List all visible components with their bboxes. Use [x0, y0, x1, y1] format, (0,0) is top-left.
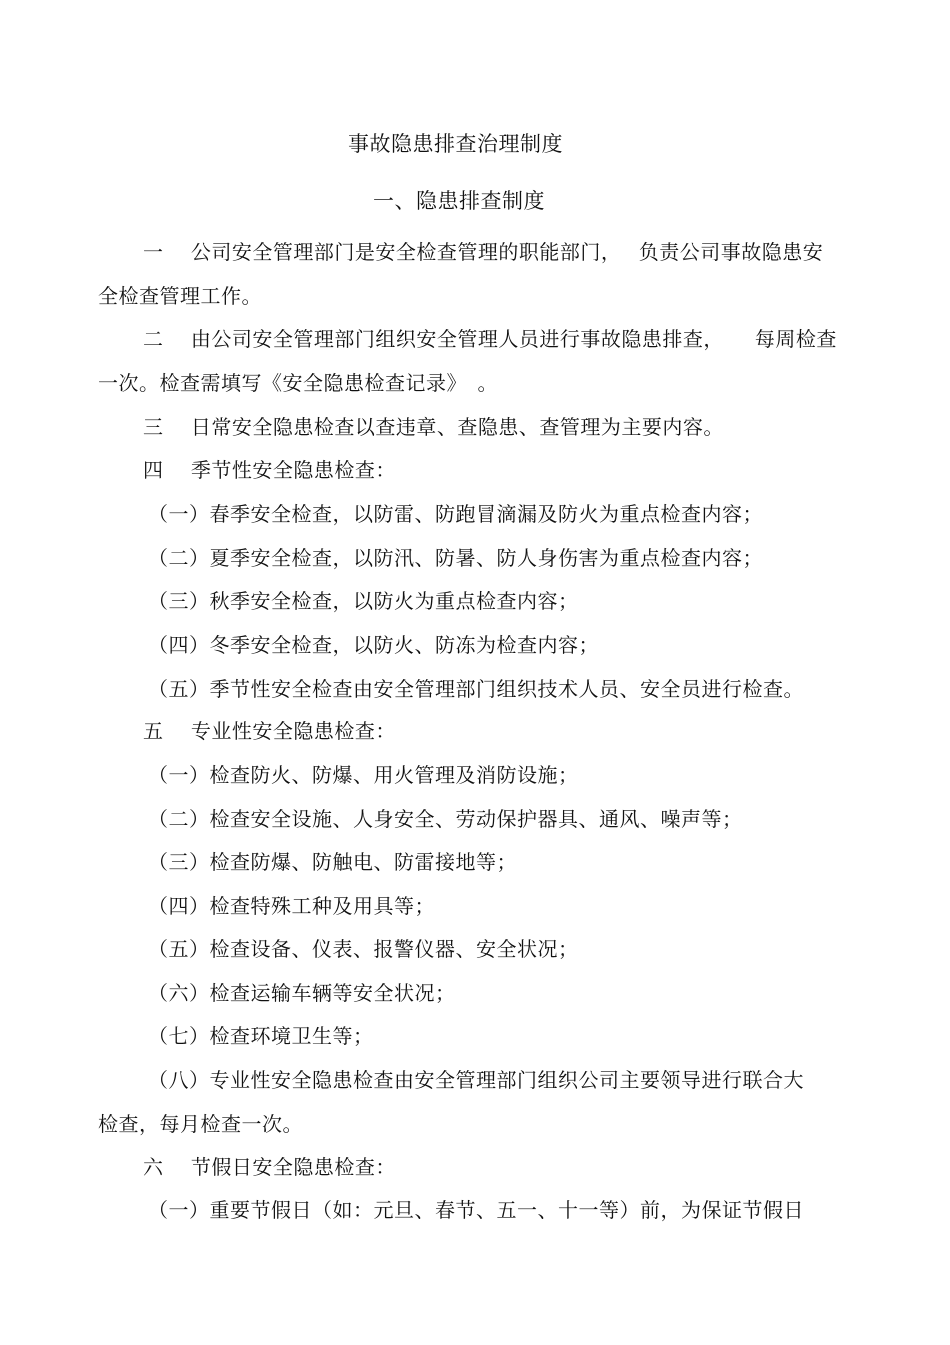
text-line: 全检查管理工作。	[98, 284, 262, 308]
text-line: 四 季节性安全隐患检查：	[143, 458, 396, 482]
text-line: 三 日常安全隐患检查以查违章、查隐患、查管理为主要内容。	[143, 415, 724, 439]
text-line: 五 专业性安全隐患检查：	[143, 719, 396, 743]
text-line: （八）专业性安全隐患检查由安全管理部门组织公司主要领导进行联合大	[148, 1068, 804, 1092]
text-line: （二）夏季安全检查，以防汛、防暑、防人身伤害为重点检查内容；	[148, 546, 763, 570]
text-line: （七）检查环境卫生等；	[148, 1024, 374, 1048]
document-title: 事故隐患排查治理制度	[348, 132, 563, 156]
text-line: （五）检查设备、仪表、报警仪器、安全状况；	[148, 937, 579, 961]
text-line: （四）检查特殊工种及用具等；	[148, 894, 435, 918]
text-line: （三）秋季安全检查，以防火为重点检查内容；	[148, 589, 579, 613]
section-heading: 一、隐患排查制度	[373, 189, 545, 213]
text-line: （一）春季安全检查，以防雷、防跑冒滴漏及防火为重点检查内容；	[148, 502, 763, 526]
text-line: （一）检查防火、防爆、用火管理及消防设施；	[148, 763, 579, 787]
text-line: （四）冬季安全检查，以防火、防冻为检查内容；	[148, 633, 599, 657]
text-line: 一 公司安全管理部门是安全检查管理的职能部门， 负责公司事故隐患安	[143, 240, 824, 264]
text-line: （二）检查安全设施、人身安全、劳动保护器具、通风、噪声等；	[148, 807, 743, 831]
text-line: 二 由公司安全管理部门组织安全管理人员进行事故隐患排查， 每周检查	[143, 327, 837, 351]
text-line: （一）重要节假日（如：元旦、春节、五一、十一等）前，为保证节假日	[148, 1198, 804, 1222]
text-line: 六 节假日安全隐患检查：	[143, 1155, 396, 1179]
text-line: （六）检查运输车辆等安全状况；	[148, 981, 456, 1005]
text-line: （三）检查防爆、防触电、防雷接地等；	[148, 850, 517, 874]
text-line: 检查，每月检查一次。	[98, 1112, 303, 1136]
text-line: （五）季节性安全检查由安全管理部门组织技术人员、安全员进行检查。	[148, 677, 804, 701]
text-line: 一次。检查需填写《安全隐患检查记录》 。	[98, 371, 498, 395]
